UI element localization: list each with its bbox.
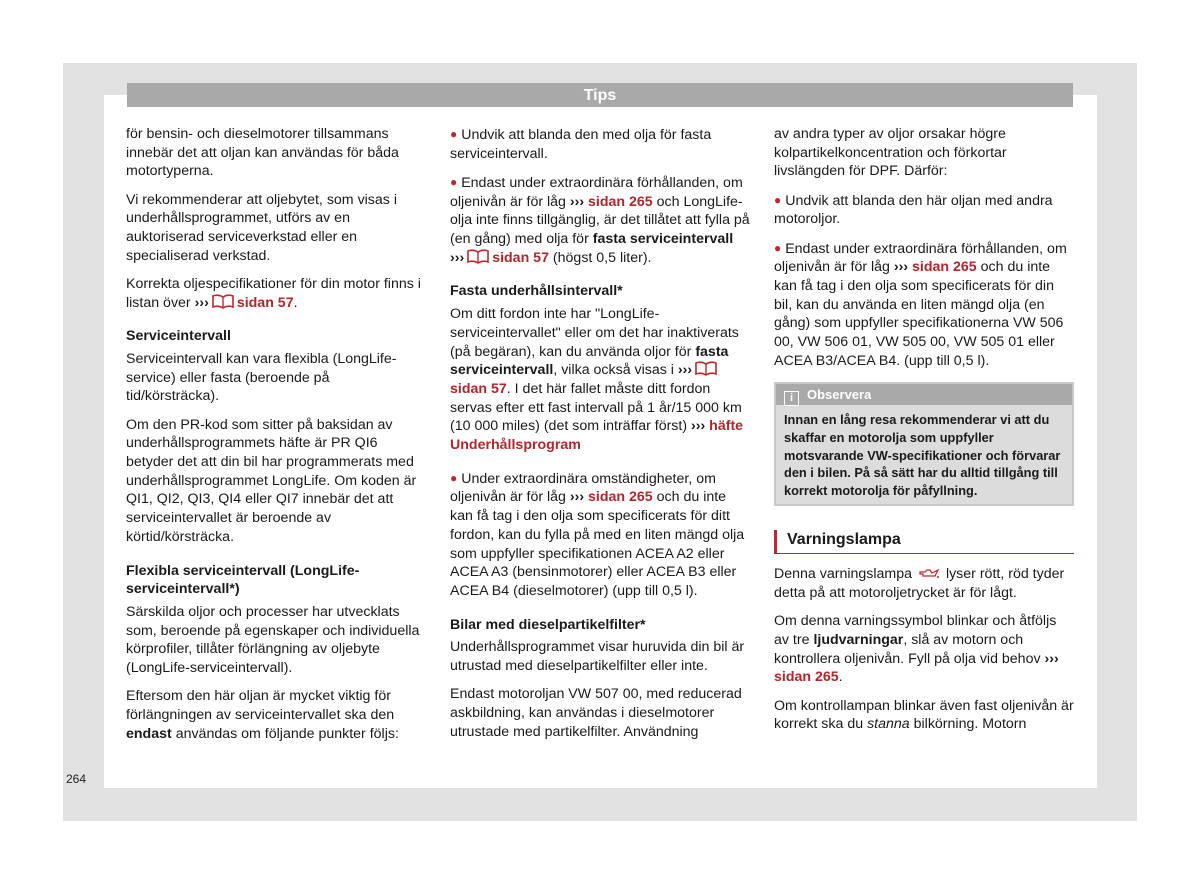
bullet-icon: ● xyxy=(450,174,458,189)
link-arrows: ››› xyxy=(569,193,585,210)
column-3 xyxy=(774,125,1074,744)
paragraph: Underhållsprogrammet visar huruvida din bil är utrustad med dieselpartikelfilter eller inte. xyxy=(450,639,745,675)
info-icon: i xyxy=(784,391,799,406)
section-heading: Bilar med dieselpartikelfilter* xyxy=(450,616,646,633)
page-number: 264 xyxy=(66,772,87,786)
section-title: Varningslampa xyxy=(774,530,1074,554)
page-link[interactable]: häfte Underhållsprogram xyxy=(450,418,744,454)
link-arrows: ››› xyxy=(677,362,693,379)
paragraph: Om denna varningssymbol blinkar och åtföljs av tre ljudvarningar, slå av motorn och kontrollera oljenivån. Fyll på olja vid behov ››› sidan 265. xyxy=(774,613,1059,686)
paragraph: Vi rekommenderar att oljebytet, som visas i underhållsprogrammet, utförs av en auktoriserad serviceverkstad eller en specialiserad verkstad. xyxy=(126,191,397,264)
page-link[interactable]: sidan 265 xyxy=(912,259,977,276)
paragraph: Serviceintervall kan vara flexibla (LongLife-service) eller fasta (beroende på tid/körsträcka). xyxy=(126,351,397,405)
paragraph: Denna varningslampa lyser rött, röd tyder detta på att motoroljetrycket är för lågt. xyxy=(774,566,1065,602)
paragraph: Korrekta oljespecifikationer för din motor finns i listan över ››› sidan 57. xyxy=(126,275,421,311)
bullet-item: ● Endast under extraordinära förhållanden, om oljenivån är för låg ››› sidan 265 och du inte kan få tag i den olja som specificerats för din bil, kan du använda en liten mängd olja (en gång) som uppfyller specifikationerna VW 506 00, VW 506 01, VW 505 00, VW 505 01 eller ACEA B3/ACEA B4. (upp till 0,5 l). xyxy=(774,240,1067,369)
page-link[interactable]: sidan 57 xyxy=(236,294,294,311)
page-link[interactable]: sidan 265 xyxy=(588,489,653,506)
link-arrows: ››› xyxy=(691,418,706,435)
bullet-icon: ● xyxy=(450,470,458,485)
column-2 xyxy=(450,125,750,751)
page-link[interactable]: sidan 265 xyxy=(774,669,839,686)
page-link[interactable]: sidan 57 xyxy=(450,380,507,397)
bullet-item: ● Under extraordinära omständigheter, om oljenivån är för låg ››› sidan 265 och du inte kan få tag i den olja som specificerats för ditt fordon, kan du fylla på med en liten mängd olja som uppfyller specifikationen ACEA A2 eller ACEA A3 (bensinmotorer) eller ACEA B3 eller ACEA B4 (dieselmotorer) (upp till 0,5 l). xyxy=(450,470,745,599)
book-icon xyxy=(695,361,717,376)
column-1 xyxy=(126,125,426,753)
note-header: i Observera xyxy=(776,384,1072,405)
bullet-icon: ● xyxy=(774,240,782,255)
section-heading: Fasta underhållsintervall* xyxy=(450,283,623,300)
book-icon xyxy=(467,249,489,264)
paragraph: Endast motoroljan VW 507 00, med reducerad askbildning, kan användas i dieselmotorer utrustade med partikelfilter. Användning xyxy=(450,686,742,740)
link-arrows: ››› xyxy=(569,489,585,506)
paragraph: Särskilda oljor och processer har utvecklats som, beroende på egenskaper och individuella körprofiler, tillåter förlängning av oljebyte (LongLife-serviceintervall). xyxy=(126,603,420,677)
page-header-title: Tips xyxy=(127,83,1073,107)
bullet-item: ● Undvik att blanda den här oljan med andra motoroljor. xyxy=(774,192,1053,228)
paragraph: Eftersom den här oljan är mycket viktig för förlängningen av serviceintervallet ska den endast användas om följande punkter följs: xyxy=(126,688,399,742)
oil-can-icon xyxy=(918,567,940,579)
link-arrows: ››› xyxy=(450,249,465,266)
book-icon xyxy=(212,294,234,309)
page-link[interactable]: sidan 265 xyxy=(588,193,653,210)
page-link[interactable]: sidan 57 xyxy=(492,249,549,266)
link-arrows: ››› xyxy=(1044,650,1059,667)
bullet-item: ● Undvik att blanda den med olja för fasta serviceintervall. xyxy=(450,127,712,162)
link-arrows: ››› xyxy=(893,259,909,276)
link-arrows: ››› xyxy=(194,294,209,311)
section-heading: Serviceintervall xyxy=(126,328,231,345)
section-heading: Flexibla serviceintervall (LongLife-serviceintervall*) xyxy=(126,562,360,598)
bullet-icon: ● xyxy=(450,127,458,141)
bullet-item: ● Endast under extraordinära förhållanden, om oljenivån är för låg ››› sidan 265 och LongLife-olja inte finns tillgänglig, är det tillåtet att fylla på (en gång) med olja för fasta serviceintervall ››› sidan 57 (högst 0,5 liter). xyxy=(450,174,750,266)
note-box xyxy=(774,382,1074,506)
bullet-icon: ● xyxy=(774,192,782,207)
paragraph: Om kontrollampan blinkar även fast oljenivån är korrekt ska du stanna bilkörning. Motorn xyxy=(774,697,1074,733)
paragraph: för bensin- och dieselmotorer tillsammans innebär det att oljan kan användas för båda motortyperna. xyxy=(126,126,399,180)
note-text: Innan en lång resa rekommenderar vi att du skaffar en motorolja som uppfyller motsvarande VW-specifikationer och förvarar den i bilen. På så sätt har du alltid tillgång till korrekt motorolja för påfyllning. xyxy=(776,405,1072,504)
paragraph: Om ditt fordon inte har "LongLife-serviceintervallet" eller om det har inaktiverats (på begäran), kan du använda oljor för fasta serviceintervall, vilka också visas i ›››sidan 57. I det här fallet måste ditt fordon servas efter ett fast intervall på 1 år/15 000 km (10 000 miles) (det som inträffar först) ››› häfte Underhållsprogram xyxy=(450,306,744,454)
paragraph: av andra typer av oljor orsakar högre kolpartikelkoncentration och förkortar livslängden för DPF. Därför: xyxy=(774,126,1007,180)
paragraph: Om den PR-kod som sitter på baksidan av underhållsprogrammets häfte är PR QI6 betyder det att din bil har programmerats med underhållsprogrammet LongLife. Om koden är QI1, QI2, QI3, QI4 eller QI7 innebär det att serviceintervallet är beroende av körtid/körsträcka. xyxy=(126,416,417,545)
